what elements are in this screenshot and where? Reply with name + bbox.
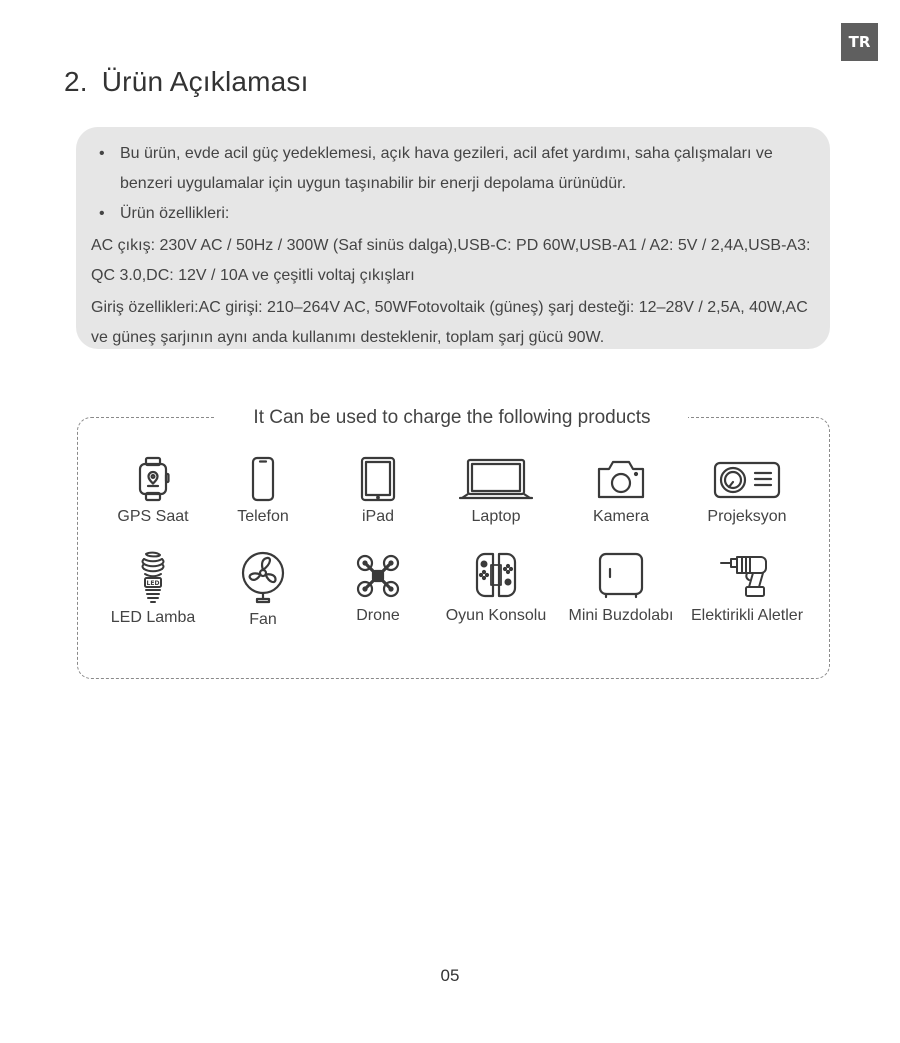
bullet-dot: • [99,145,105,162]
fan-icon [238,551,288,605]
product-label: Kamera [592,508,650,525]
laptop-icon [459,456,533,502]
features-heading: Ürün özellikleri: [120,205,230,222]
phone-icon [243,456,283,502]
products-title: It Can be used to charge the following products [216,406,688,430]
product-label: GPS Saat [117,508,189,525]
product-label: Fan [249,611,277,628]
svg-text:LED: LED [146,580,160,587]
output-specs-text: AC çıkış: 230V AC / 50Hz / 300W (Saf sinüs dalga),USB-C: PD 60W,USB-A1 / A2: 5V / 2,4A,USB-A3: QC 3.0,DC: 12V / 10A ve çeşitli voltaj çıkışları [91,237,811,284]
product-item-phone [198,456,328,526]
product-item-mini-fridge [556,551,686,625]
product-label: Laptop [471,508,521,525]
product-label: Mini Buzdolabı [568,607,674,624]
product-label: Elektirikli Aletler [690,607,804,624]
product-label: Telefon [237,508,289,525]
product-item-power-tools [682,551,812,625]
product-label: Projeksyon [707,508,787,525]
bullet-item [91,139,814,199]
product-label: Drone [356,607,400,624]
smartwatch-icon [133,456,173,502]
drone-icon [353,551,403,601]
product-item-drone [313,551,443,625]
language-badge: TR [841,23,878,61]
product-item-fan [198,551,328,629]
product-item-game-console [431,551,561,625]
power-drill-icon [717,551,777,601]
tablet-icon [358,456,398,502]
section-number: 2. [64,66,88,97]
projector-icon [711,456,783,502]
bullet-item [91,199,814,229]
product-item-ipad [313,456,443,526]
section-title: Ürün Açıklaması [101,66,309,97]
led-bulb-icon [133,551,173,603]
product-item-projector [682,456,812,526]
product-label: LED Lamba [110,609,196,626]
game-console-icon [471,551,521,601]
camera-icon [596,456,646,502]
page-title [64,66,309,98]
mini-fridge-icon [596,551,646,601]
product-item-camera [556,456,686,526]
page-number: 05 [440,966,460,985]
product-purpose-text: Bu ürün, evde acil güç yedeklemesi, açık hava gezileri, acil afet yardımı, saha çalışmaları ve benzeri uygulamalar için uygun taşınabilir bir enerji depolama ürünüdür. [120,145,773,192]
product-item-laptop [431,456,561,526]
description-box [76,127,830,349]
product-label: Oyun Konsolu [445,607,547,624]
input-specs-text: Giriş özellikleri:AC girişi: 210–264V AC, 50WFotovoltaik (güneş) şarj desteği: 12–28V / 2,5A, 40W,AC ve güneş şarjının aynı anda kullanımı desteklenir, toplam şarj gücü 90W. [91,299,808,346]
product-label: iPad [361,508,395,525]
bullet-dot: • [99,205,105,222]
